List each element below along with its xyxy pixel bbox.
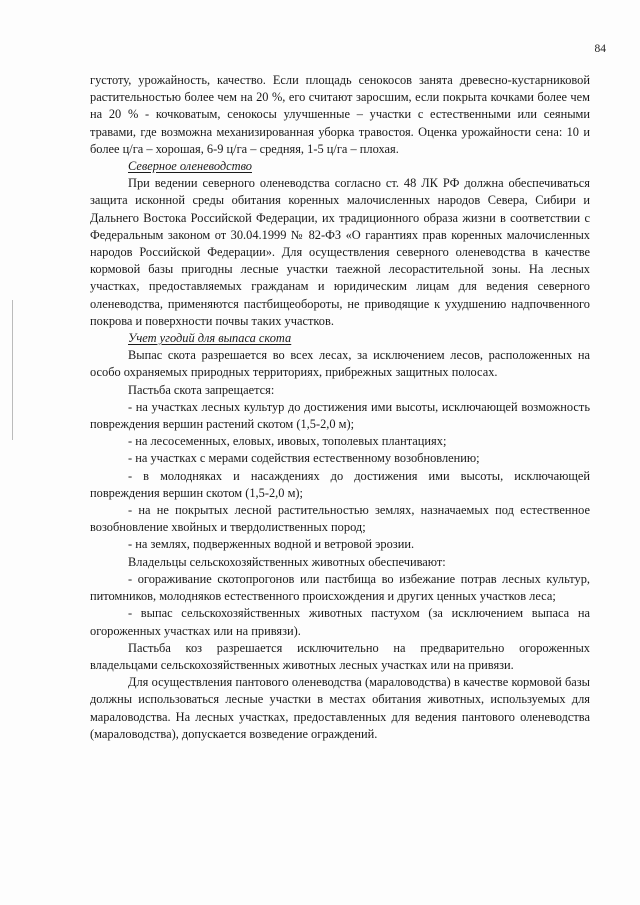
paragraph-owners-provide: Владельцы сельскохозяйственных животных обеспечивают: bbox=[128, 554, 446, 569]
list-item: - на не покрытых лесной растительностью землях, назначаемых под естественное возобновление хвойных и твердолиственных пород; bbox=[90, 503, 590, 535]
list-item: - на участках лесных культур до достижения ими высоты, исключающей возможность повреждения вершин растений скотом (1,5-2,0 м); bbox=[90, 399, 590, 432]
list-item: - на землях, подверженных водной и ветровой эрозии. bbox=[128, 537, 415, 552]
page-number: 84 bbox=[594, 43, 606, 55]
list-item: - на лесосеменных, еловых, ивовых, тополевых плантациях; bbox=[128, 434, 447, 449]
paragraph-grazing-prohibited: Пастьба скота запрещается: bbox=[128, 382, 275, 397]
list-item: - выпас сельскохозяйственных животных пастухом (за исключением выпаса на огороженных участках или на привязи). bbox=[90, 606, 590, 638]
paragraph-reindeer-herding: При ведении северного оленеводства согласно ст. 48 ЛК РФ должна обеспечиваться защита исконной среды обитания коренных малочисленных народов Севера, Сибири и Дальнего Востока Российской Федерации, их традиционного образа жизни в соответствии с Федеральным законом от 30.04.1999 № 82-ФЗ «О гарантиях прав коренных малочисленных народов Российской Федерации». Для осуществления северного оленеводства в качестве кормовой базы пригодны лесные участки таежной лесорастительной зоны. На лесных участках, предоставляемых гражданам и юридическим лицам для ведения северного оленеводства, применяются пастбищеобороты, не приводящие к ухудшению надпочвенного покрова и поверхности почвы таких участков. bbox=[90, 176, 590, 328]
body-text bbox=[90, 72, 590, 743]
paragraph-hay-quality: густоту, урожайность, качество. Если площадь сенокосов занята древесно-кустарниковой растительностью более чем на 20 %, его считают заросшим, если покрыта кочками более чем на 20 % - кочковатым, сенокосы улучшенные – участки с естественными или сеяными травами, где возможна механизированная уборка травостоя. Оценка урожайности сена: 10 и более ц/га – хорошая, 6-9 ц/га – средняя, 1-5 ц/га – плохая. bbox=[90, 73, 590, 156]
list-item: - огораживание скотопрогонов или пастбища во избежание потрав лесных культур, питомников, молодняков естественного происхождения и других ценных участков леса; bbox=[90, 571, 590, 604]
paragraph-maral-breeding: Для осуществления пантового оленеводства (мараловодства) в качестве кормовой базы должны использоваться лесные участки в местах обитания животных, используемых для мараловодства. На лесных участках, предоставленных для ведения пантового оленеводства (мараловодства), допускается возведение ограждений. bbox=[90, 675, 590, 741]
paragraph-grazing-allowed: Выпас скота разрешается во всех лесах, за исключением лесов, расположенных на особо охраняемых природных территориях, прибрежных защитных полосах. bbox=[90, 348, 590, 380]
list-item: - на участках с мерами содействия естественному возобновлению; bbox=[128, 451, 480, 466]
section-heading-reindeer: Северное оленеводство bbox=[128, 159, 252, 174]
section-heading-grazing-land: Учет угодий для выпаса скота bbox=[128, 331, 292, 346]
paragraph-goat-grazing: Пастьба коз разрешается исключительно на предварительно огороженных владельцами сельскохозяйственных животных лесных участках или на привязи. bbox=[90, 640, 590, 672]
list-item: - в молодняках и насаждениях до достижения ими высоты, исключающей повреждения вершин скотом (1,5-2,0 м); bbox=[90, 468, 590, 500]
scan-margin-line bbox=[12, 300, 13, 440]
